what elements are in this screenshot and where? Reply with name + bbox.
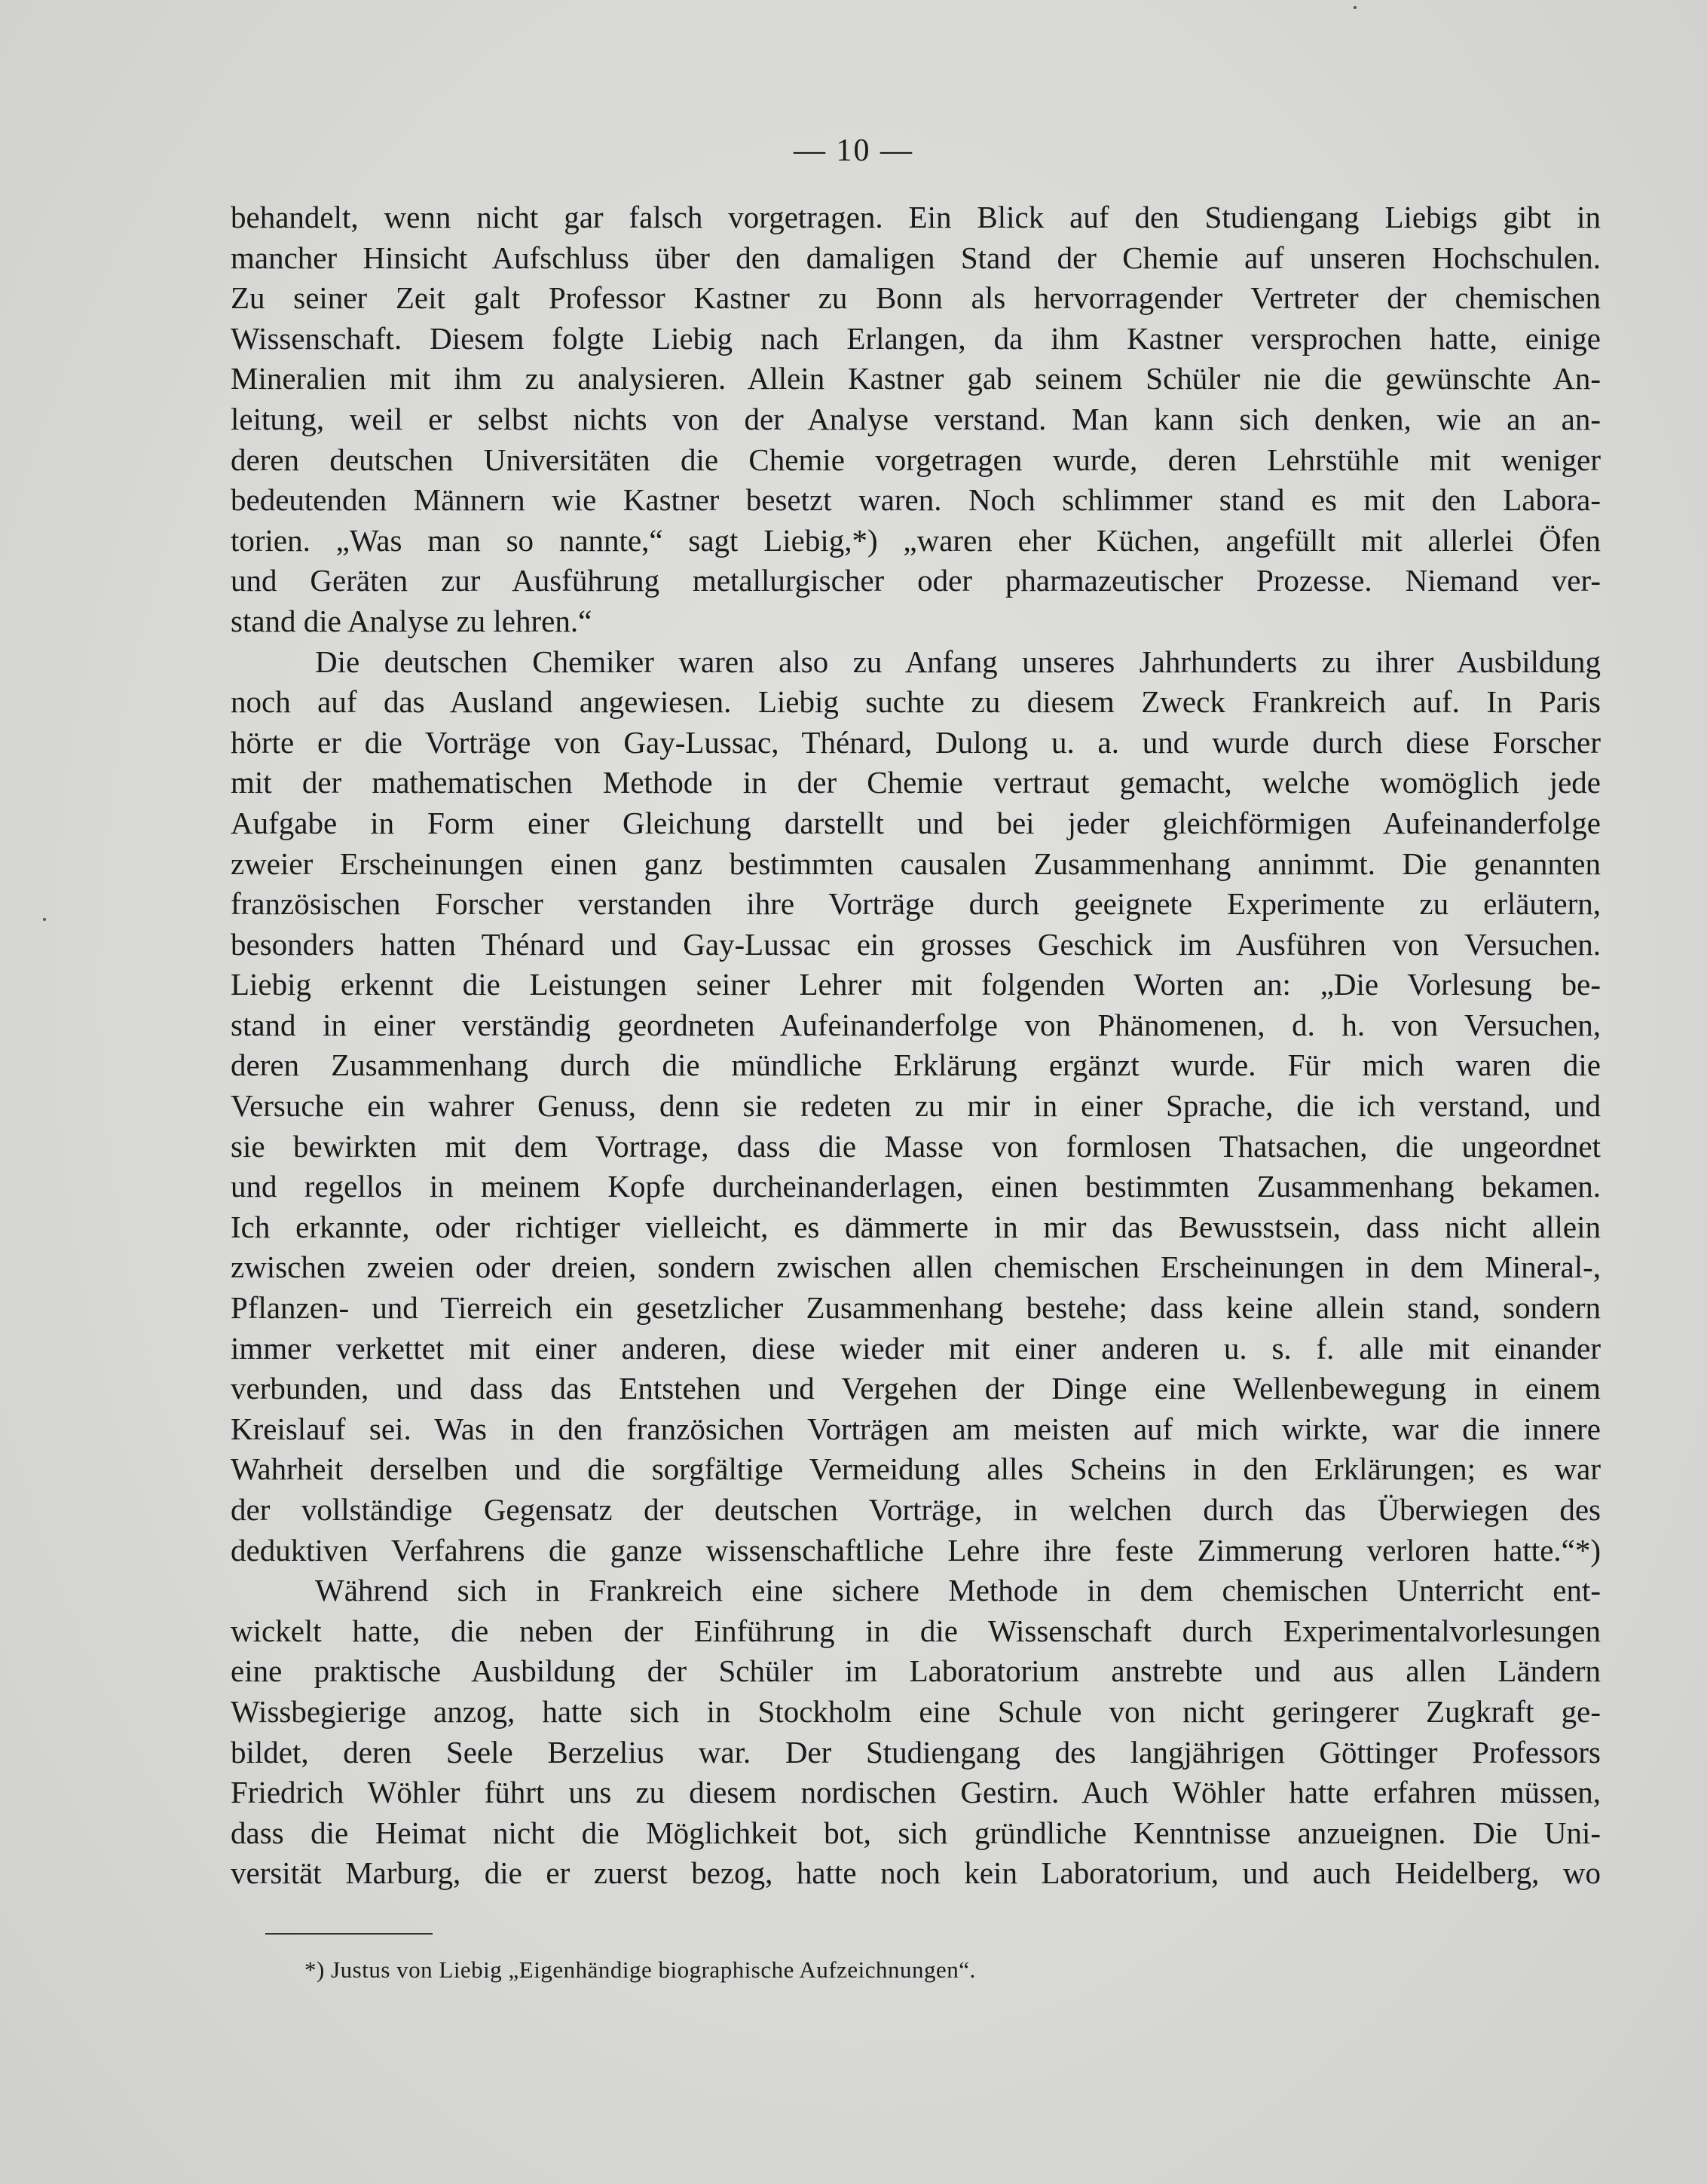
text-line: deren Zusammenhang durch die mündliche Erklärung ergänzt wurde. Für mich waren die (231, 1048, 1601, 1083)
footnote-divider (265, 1933, 433, 1935)
text-line: stand in einer verständig geordneten Aufeinanderfolge von Phänomenen, d. h. von Versuchen, (231, 1007, 1601, 1042)
text-line: immer verkettet mit einer anderen, diese wieder mit einer anderen u. s. f. alle mit einander (231, 1330, 1601, 1366)
print-speck (43, 918, 46, 921)
text-line: deren deutschen Universitäten die Chemie vorgetragen wurde, deren Lehrstühle mit weniger (231, 442, 1601, 477)
text-line: noch auf das Ausland angewiesen. Liebig suchte zu diesem Zweck Frankreich auf. In Paris (231, 684, 1601, 720)
text-line: Wissbegierige anzog, hatte sich in Stockholm eine Schule von nicht geringerer Zugkraft ge- (231, 1693, 1601, 1729)
text-line: besonders hatten Thénard und Gay-Lussac ein grosses Geschick im Ausführen von Versuchen. (231, 926, 1601, 962)
text-line: mit der mathematischen Methode in der Chemie vertraut gemacht, welche womöglich jede (231, 765, 1601, 800)
text-line: Versuche ein wahrer Genuss, denn sie redeten zu mir in einer Sprache, die ich verstand, und (231, 1088, 1601, 1124)
page-number: — 10 — (794, 133, 913, 168)
text-line: bildet, deren Seele Berzelius war. Der Studiengang des langjährigen Göttinger Professors (231, 1734, 1601, 1770)
text-line: Mineralien mit ihm zu analysieren. Allein Kastner gab seinem Schüler nie die gewünschte An- (231, 361, 1601, 396)
text-line: behandelt, wenn nicht gar falsch vorgetragen. Ein Blick auf den Studiengang Liebigs gibt in (231, 200, 1601, 234)
text-line: mancher Hinsicht Aufschluss über den damaligen Stand der Chemie auf unseren Hochschulen. (231, 240, 1601, 275)
text-line: Aufgabe in Form einer Gleichung darstellt und bei jeder gleichförmigen Aufeinanderfolge (231, 805, 1601, 840)
paragraph (231, 642, 1601, 1571)
text-line: Zu seiner Zeit galt Professor Kastner zu Bonn als hervorragender Vertreter der chemischen (231, 280, 1601, 316)
text-line: zwischen zweien oder dreien, sondern zwischen allen chemischen Erscheinungen in dem Mineral-, (231, 1250, 1601, 1285)
text-line: sie bewirkten mit dem Vortrage, dass die Masse von formlosen Thatsachen, die ungeordnet (231, 1128, 1601, 1164)
body-text (231, 197, 1601, 1894)
text-line: französischen Forscher verstanden ihre Vorträge durch geeignete Experimente zu erläutern, (231, 886, 1601, 922)
text-line: Liebig erkennt die Leistungen seiner Lehrer mit folgenden Worten an: „Die Vorlesung be- (231, 967, 1601, 1002)
text-line: deduktiven Verfahrens die ganze wissenschaftliche Lehre ihre feste Zimmerung verloren hatte.“*) (231, 1532, 1601, 1568)
text-line: torien. „Was man so nannte,“ sagt Liebig,*) „waren eher Küchen, angefüllt mit allerlei Öfen (231, 522, 1601, 558)
text-line: leitung, weil er selbst nichts von der Analyse verstand. Man kann sich denken, wie an an- (231, 401, 1601, 436)
text-line: wickelt hatte, die neben der Einführung in die Wissenschaft durch Experimentalvorlesungen (231, 1613, 1601, 1648)
text-line: hörte er die Vorträge von Gay-Lussac, Thénard, Dulong u. a. und wurde durch diese Forscher (231, 724, 1601, 760)
text-line: Friedrich Wöhler führt uns zu diesem nordischen Gestirn. Auch Wöhler hatte erfahren müssen, (231, 1775, 1601, 1810)
text-line: dass die Heimat nicht die Möglichkeit bot, sich gründliche Kenntnisse anzueignen. Die Uni- (231, 1815, 1601, 1850)
text-line: Kreislauf sei. Was in den französichen Vorträgen am meisten auf mich wirkte, war die innere (231, 1411, 1601, 1446)
paragraph (231, 197, 1601, 642)
text-line: Wahrheit derselben und die sorgfältige Vermeidung alles Scheins in den Erklärungen; es war (231, 1451, 1601, 1487)
text-line: verbunden, und dass das Entstehen und Vergehen der Dinge eine Wellenbewegung in einem (231, 1371, 1601, 1406)
text-line: Pflanzen- und Tierreich ein gesetzlicher Zusammenhang bestehe; dass keine allein stand, sondern (231, 1290, 1601, 1326)
text-line: eine praktische Ausbildung der Schüler im Laboratorium anstrebte und aus allen Ländern (231, 1653, 1601, 1689)
text-line: Die deutschen Chemiker waren also zu Anfang unseres Jahrhunderts zu ihrer Ausbildung (315, 644, 1601, 679)
paragraph (231, 1571, 1601, 1894)
text-line: Ich erkannte, oder richtiger vielleicht, es dämmerte in mir das Bewusstsein, dass nicht allein (231, 1209, 1601, 1244)
text-line: versität Marburg, die er zuerst bezog, hatte noch kein Laboratorium, und auch Heidelberg, wo (231, 1855, 1601, 1891)
footnote: *) Justus von Liebig „Eigenhändige biographische Aufzeichnungen“. (304, 1956, 976, 1983)
text-line: bedeutenden Männern wie Kastner besetzt waren. Noch schlimmer stand es mit den Labora- (231, 482, 1601, 518)
text-line: Während sich in Frankreich eine sichere Methode in dem chemischen Unterricht ent- (315, 1573, 1601, 1608)
text-line: zweier Erscheinungen einen ganz bestimmten causalen Zusammenhang annimmt. Die genannten (231, 846, 1601, 881)
print-speck (1354, 6, 1357, 9)
text-line: der vollständige Gegensatz der deutschen Vorträge, in welchen durch das Überwiegen des (231, 1492, 1601, 1527)
text-line: und Geräten zur Ausführung metallurgischer oder pharmazeutischer Prozesse. Niemand ver- (231, 563, 1601, 598)
text-line: stand die Analyse zu lehren.“ (231, 603, 592, 638)
text-line: und regellos in meinem Kopfe durcheinanderlagen, einen bestimmten Zusammenhang bekamen. (231, 1169, 1601, 1204)
text-line: Wissenschaft. Diesem folgte Liebig nach Erlangen, da ihm Kastner versprochen hatte, einige (231, 320, 1601, 356)
